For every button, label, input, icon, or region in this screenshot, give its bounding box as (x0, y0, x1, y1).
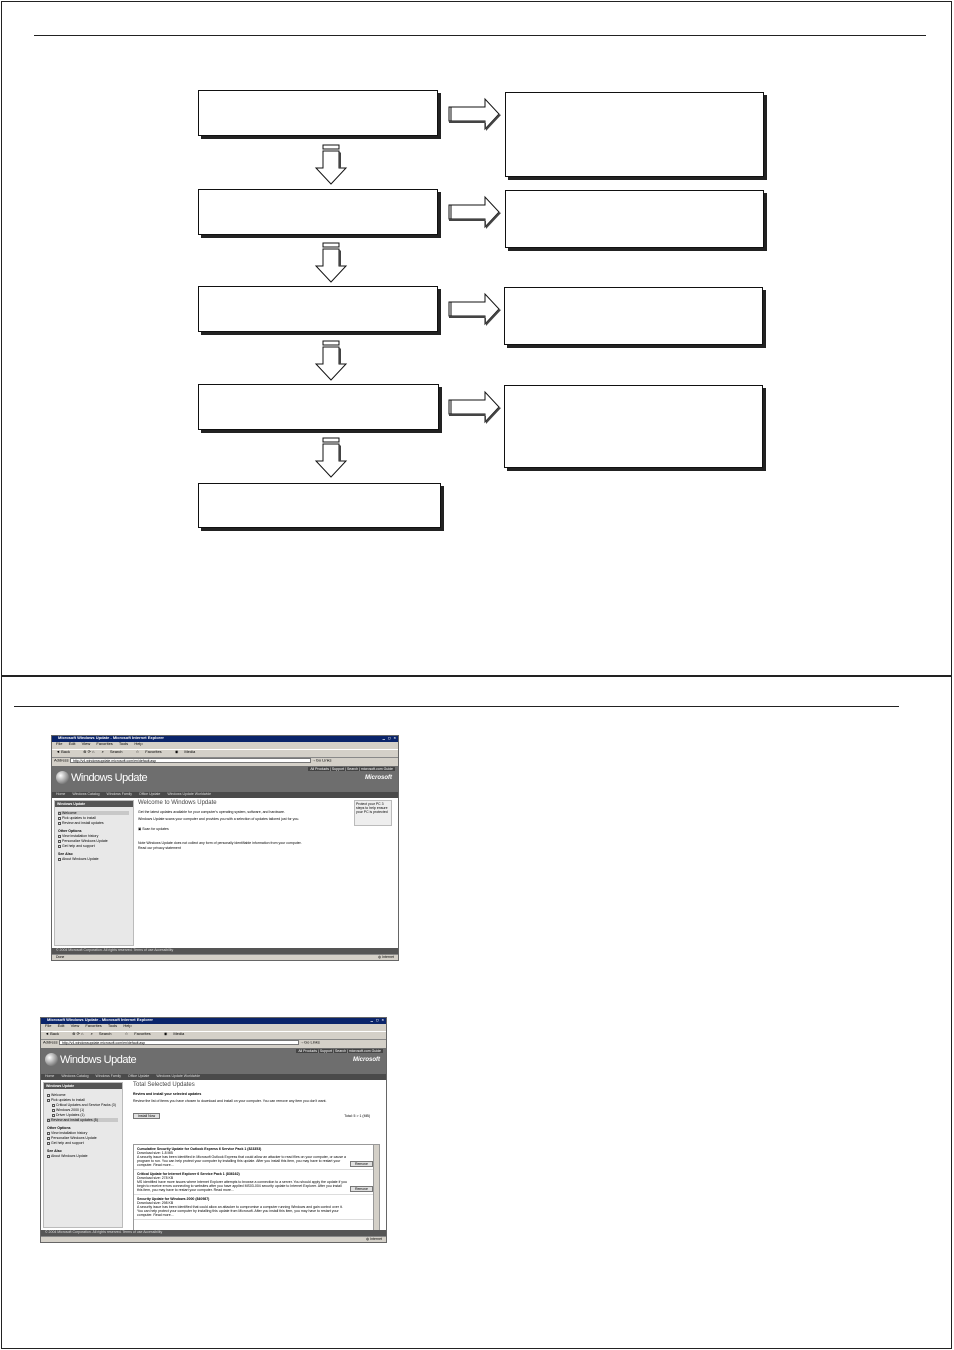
ie-window-welcome (51, 735, 399, 961)
bullet-icon (47, 1119, 50, 1122)
bullet-icon (58, 840, 61, 843)
globe-icon: ◍ (378, 955, 382, 959)
nav-home[interactable]: Home (45, 1074, 55, 1078)
flow-note-2 (505, 190, 764, 248)
flow-note-3 (504, 287, 763, 345)
see-also-heading: See Also (58, 852, 73, 857)
star-icon: ☆ (135, 749, 140, 754)
other-options-heading: Other Options (58, 829, 82, 834)
stop-refresh-icon[interactable]: ⊗ ⟳ ⌂ (72, 1031, 84, 1036)
bullet-icon (47, 1155, 50, 1158)
update-title: Security Update for Windows 2000 (840987) (137, 1197, 210, 1202)
see-also-heading: See Also (47, 1149, 62, 1154)
flow-step-2 (198, 189, 438, 235)
header-rule (14, 706, 899, 707)
update-description: MS identified have more issues where Internet Explorer attempts to browse a connection to a server. You should apply the update if you begin to receive errors connecting to websites after you have applied MS03-004 security update to Internet Explorer. After you install this item, you may have to restart your computer. Read more... (137, 1180, 347, 1193)
search-icon: ⌕ (90, 1031, 93, 1036)
page-content (41, 1080, 386, 1230)
slide-flowchart (1, 1, 952, 676)
right-arrow-icon (445, 291, 503, 327)
bullet-icon (58, 812, 61, 815)
update-size: Download size: 1.8 MB (137, 1151, 173, 1156)
window-title: Microsoft Windows Update - Microsoft Internet Explorer ▁ ▢ ✕ (41, 1018, 386, 1024)
bullet-icon (52, 1114, 55, 1117)
intro-text: Get the latest updates available for your computer's operating system, software, and hardware. (138, 809, 285, 814)
top-links[interactable]: All Products | Support | Search | microsoft.com Guide (298, 1049, 381, 1053)
flow-note-1 (505, 92, 764, 177)
flow-step-4 (198, 384, 439, 430)
favorites-button[interactable]: ☆ Favorites (124, 1031, 151, 1036)
update-description: A security issue has been identified in Microsoft Outlook Express that could allow an attacker to read files on your computer, or cause a program to run. You can help protect your computer by installing this update. After you install this item, you may have to restart your computer. Read more... (137, 1155, 346, 1168)
go-button[interactable]: →Go (300, 1039, 310, 1045)
nav-home[interactable]: Home (56, 792, 66, 796)
windows-update-logo-icon (45, 1053, 58, 1066)
wu-banner (52, 766, 398, 792)
menu-edit[interactable]: Edit (68, 741, 76, 746)
menu-tools[interactable]: Tools (118, 741, 129, 746)
scan-link[interactable]: ▣ Scan for updates (138, 826, 169, 831)
search-icon: ⌕ (101, 749, 104, 754)
page-footer: © 2004 Microsoft Corporation. All rights reserved. Terms of use Accessibility (41, 1230, 386, 1236)
left-item-welcome[interactable]: Welcome (58, 811, 129, 815)
nav-worldwide[interactable]: Windows Update Worldwide (167, 792, 212, 796)
down-arrow-icon (314, 338, 348, 384)
list-item (134, 1170, 379, 1195)
left-item-personalize[interactable]: Personalize Windows Update (47, 1136, 122, 1140)
bullet-icon (47, 1099, 50, 1102)
update-title: Critical Update for Internet Explorer 6 Service Pack 1 (836162) (137, 1172, 240, 1177)
status-bar (41, 1236, 386, 1242)
nav-office-update[interactable]: Office Update (128, 1074, 150, 1078)
remove-button[interactable]: Remove (350, 1186, 373, 1192)
left-item-welcome[interactable]: Welcome (47, 1093, 122, 1097)
right-arrow-icon (445, 194, 503, 230)
star-icon: ☆ (124, 1031, 129, 1036)
left-pane (54, 800, 134, 946)
media-icon: ◉ (174, 749, 179, 754)
left-item-pick-updates[interactable]: Pick updates to install (58, 816, 133, 820)
left-pane (43, 1082, 123, 1228)
left-item-personalize[interactable]: Personalize Windows Update (58, 839, 133, 843)
bullet-icon (47, 1142, 50, 1145)
bullet-icon (58, 858, 61, 861)
toolbar (41, 1031, 386, 1040)
down-arrow-icon (314, 435, 348, 481)
status-text: Done (56, 955, 65, 959)
right-arrow-icon (445, 96, 503, 132)
left-item-help[interactable]: Get help and support (47, 1141, 122, 1145)
banner-title: Windows Update (60, 1054, 137, 1066)
zone-indicator: ◍ Internet (378, 955, 394, 959)
address-label: Address (54, 757, 69, 763)
banner-title: Windows Update (71, 772, 148, 784)
window-controls-icon[interactable]: ▁ ▢ ✕ (370, 1018, 385, 1022)
menu-view[interactable]: View (70, 1023, 80, 1028)
ie-window-review (40, 1017, 387, 1243)
left-item-history[interactable]: View installation history (58, 834, 133, 838)
install-now-button[interactable]: Install Now (133, 1113, 160, 1119)
menu-bar (41, 1024, 386, 1031)
left-pane-heading: Windows Update (55, 801, 133, 807)
media-button[interactable]: ◉ Media (174, 749, 196, 754)
status-bar (52, 954, 398, 960)
favorites-button[interactable]: ☆ Favorites (135, 749, 162, 754)
update-description: A security issue has been identified that could allow an attacker to compromise a computer running Windows and gain control over it. You can help protect your computer by installing this update from Microsoft. After you install this item, you may have to restart your computer. Read more... (137, 1205, 343, 1218)
protect-pc-box[interactable]: Protect your PC 3 steps to help ensure your PC is protected (354, 800, 392, 826)
main-pane (133, 1082, 380, 1228)
menu-favorites[interactable]: Favorites (96, 741, 113, 746)
bullet-icon (52, 1109, 55, 1112)
back-button[interactable]: ◄ Back (45, 1031, 59, 1036)
bullet-icon (58, 822, 61, 825)
slide-screenshots (1, 676, 952, 1349)
menu-bar (52, 742, 398, 749)
address-bar (41, 1040, 386, 1047)
page-content (52, 798, 398, 948)
media-icon: ◉ (163, 1031, 168, 1036)
left-item-critical-updates[interactable]: Critical Updates and Service Packs (3) (52, 1103, 122, 1107)
privacy-link[interactable]: Read our privacy statement (138, 845, 181, 850)
nav-windows-catalog[interactable]: Windows Catalog (72, 792, 100, 796)
page-footer: © 2004 Microsoft Corporation. All rights reserved. Terms of use Accessibility (52, 948, 398, 954)
windows-update-logo-icon (56, 771, 69, 784)
review-description: Review the list of items you have chosen to download and install on your computer. You can remove any item you don't want. (133, 1098, 327, 1103)
bullet-icon (47, 1094, 50, 1097)
search-button[interactable]: ⌕ Search (101, 749, 123, 754)
links-button[interactable]: Links (310, 1039, 320, 1045)
down-arrow-icon (314, 240, 348, 286)
menu-view[interactable]: View (81, 741, 91, 746)
go-button[interactable]: →Go (311, 757, 322, 763)
menu-file[interactable]: File (56, 741, 63, 746)
list-item (134, 1195, 379, 1220)
toolbar (52, 749, 398, 758)
nav-windows-catalog[interactable]: Windows Catalog (61, 1074, 89, 1078)
left-item-windows-2000[interactable]: Windows 2000 (1) (52, 1108, 122, 1112)
right-arrow-icon (445, 389, 503, 425)
address-input[interactable]: http://v4.windowsupdate.microsoft.com/en/default.asp (70, 758, 311, 763)
links-button[interactable]: Links (322, 757, 332, 763)
update-size: Download size: 278 KB (137, 1176, 174, 1181)
page-title: Welcome to Windows Update (138, 800, 217, 806)
left-item-about[interactable]: About Windows Update (47, 1154, 122, 1158)
left-item-review-install[interactable]: Review and install updates (5) (47, 1118, 118, 1122)
microsoft-logo: Microsoft (365, 775, 392, 781)
left-pane-heading: Windows Update (44, 1083, 122, 1089)
remove-button[interactable]: Remove (350, 1161, 373, 1167)
search-button[interactable]: ⌕ Search (90, 1031, 112, 1036)
bullet-icon (52, 1104, 55, 1107)
left-item-about[interactable]: About Windows Update (58, 857, 133, 861)
update-title: Cumulative Security Update for Outlook Express 6 Service Pack 1 (823353) (137, 1147, 262, 1151)
review-subheading: Review and install your selected updates (133, 1091, 202, 1096)
menu-favorites[interactable]: Favorites (85, 1023, 102, 1028)
media-button[interactable]: ◉ Media (163, 1031, 185, 1036)
page-title: Total Selected Updates (133, 1082, 195, 1088)
down-arrow-icon (314, 142, 348, 188)
address-input[interactable]: http://v4.windowsupdate.microsoft.com/en/default.asp (59, 1040, 299, 1045)
main-pane (138, 800, 392, 946)
left-item-driver-updates[interactable]: Driver Updates (1) (52, 1113, 122, 1117)
note-text: Note Windows Update does not collect any form of personally identifiable information from your computer. (138, 840, 302, 845)
flow-step-3 (198, 286, 438, 332)
wu-banner (41, 1048, 386, 1074)
list-scrollbar[interactable] (373, 1145, 379, 1233)
menu-edit[interactable]: Edit (57, 1023, 65, 1028)
list-item (134, 1145, 379, 1170)
top-links[interactable]: All Products | Support | Search | microsoft.com Guide (310, 767, 393, 771)
total-size: Total: 5 > 1 (MB) (344, 1113, 370, 1118)
menu-tools[interactable]: Tools (107, 1023, 118, 1028)
window-title: Microsoft Windows Update - Microsoft Internet Explorer ▁ ▢ ✕ (52, 736, 398, 742)
back-button[interactable]: ◄ Back (56, 749, 70, 754)
bullet-icon (47, 1137, 50, 1140)
left-item-review-install[interactable]: Review and install updates (58, 821, 133, 825)
other-options-heading: Other Options (47, 1126, 71, 1131)
bullet-icon (47, 1132, 50, 1135)
left-item-pick-updates[interactable]: Pick updates to install (47, 1098, 122, 1102)
menu-help[interactable]: Help (123, 1023, 132, 1028)
nav-windows-family[interactable]: Windows Family (106, 792, 133, 796)
scan-icon: ▣ (138, 826, 142, 831)
stop-refresh-icon[interactable]: ⊗ ⟳ ⌂ (83, 749, 95, 754)
intro-text-2: Windows Update scans your computer and provides you with a selection of updates tailored just for you. (138, 816, 300, 821)
address-bar (52, 758, 398, 765)
menu-file[interactable]: File (45, 1023, 52, 1028)
zone-indicator: ◍ Internet (366, 1237, 382, 1241)
menu-help[interactable]: Help (134, 741, 143, 746)
flow-note-4 (504, 385, 763, 468)
header-rule (34, 35, 926, 36)
nav-office-update[interactable]: Office Update (139, 792, 161, 796)
globe-icon: ◍ (366, 1237, 370, 1241)
update-size: Download size: 298 KB (137, 1201, 174, 1206)
left-item-history[interactable]: View installation history (47, 1131, 122, 1135)
nav-worldwide[interactable]: Windows Update Worldwide (156, 1074, 201, 1078)
bullet-icon (58, 835, 61, 838)
updates-list (133, 1144, 380, 1234)
microsoft-logo: Microsoft (353, 1057, 380, 1063)
flow-step-1 (198, 90, 438, 136)
bullet-icon (58, 817, 61, 820)
bullet-icon (58, 845, 61, 848)
flow-step-5 (198, 483, 441, 528)
window-controls-icon[interactable]: ▁ ▢ ✕ (382, 736, 397, 740)
nav-windows-family[interactable]: Windows Family (95, 1074, 122, 1078)
left-item-help[interactable]: Get help and support (58, 844, 133, 848)
address-label: Address (43, 1039, 58, 1045)
